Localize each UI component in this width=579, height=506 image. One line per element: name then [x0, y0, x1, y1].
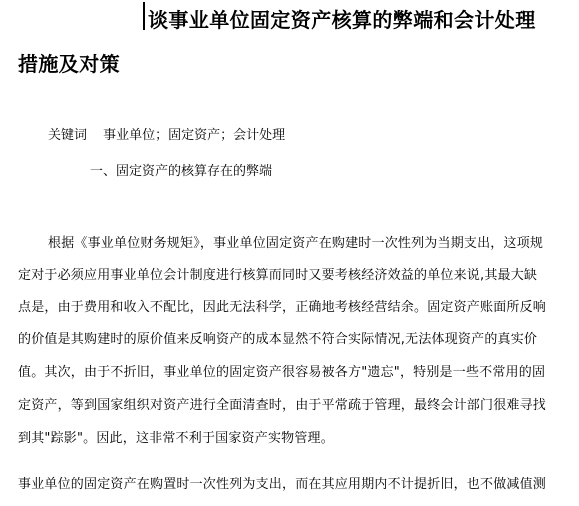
- text-cursor: [143, 2, 145, 30]
- keywords-line: [48, 124, 285, 143]
- paragraph-line: 事业单位的固定资产在购置时一次性列为支出，而在其应用期内不计提折旧，也不做减值测: [18, 477, 547, 492]
- paragraph-line: 根据《事业单位财务规矩》，事业单位固定资产在购建时一次性列为当期支出，这项规: [48, 236, 544, 251]
- paragraph-line: 的价值是其购建时的原价值来反响资产的成本显然不符合实际情况,无法体现资产的真实价: [18, 332, 538, 347]
- paragraph-line: 到其"踪影"。因此，这非常不利于国家资产实物管理。: [18, 431, 334, 446]
- paragraph-line: 值。其次，由于不折旧，事业单位的固定资产很容易被各方"遗忘"，特别是一些不常用的固: [18, 365, 546, 380]
- paragraph-line: 定对于必须应用事业单位会计制度进行核算而同时又要考核经济效益的单位来说,其最大缺: [18, 268, 538, 283]
- document-title-line-2: 措施及对策: [18, 52, 120, 76]
- keywords-label: 关键词: [48, 128, 88, 143]
- paragraph-line: 定资产，等到国家组织对资产进行全面清查时，由于平常疏于管理，最终会计部门很难寻找: [18, 398, 547, 413]
- document-title-line-1: 谈事业单位固定资产核算的弊端和会计处理: [148, 8, 536, 32]
- paragraph-line: 点是，由于费用和收入不配比，因此无法科学，正确地考核经营结余。固定资产账面所反响: [18, 300, 547, 315]
- keywords-value: 事业单位；固定资产；会计处理: [103, 128, 286, 143]
- section-heading: 一、固定资产的核算存在的弊端: [90, 164, 273, 179]
